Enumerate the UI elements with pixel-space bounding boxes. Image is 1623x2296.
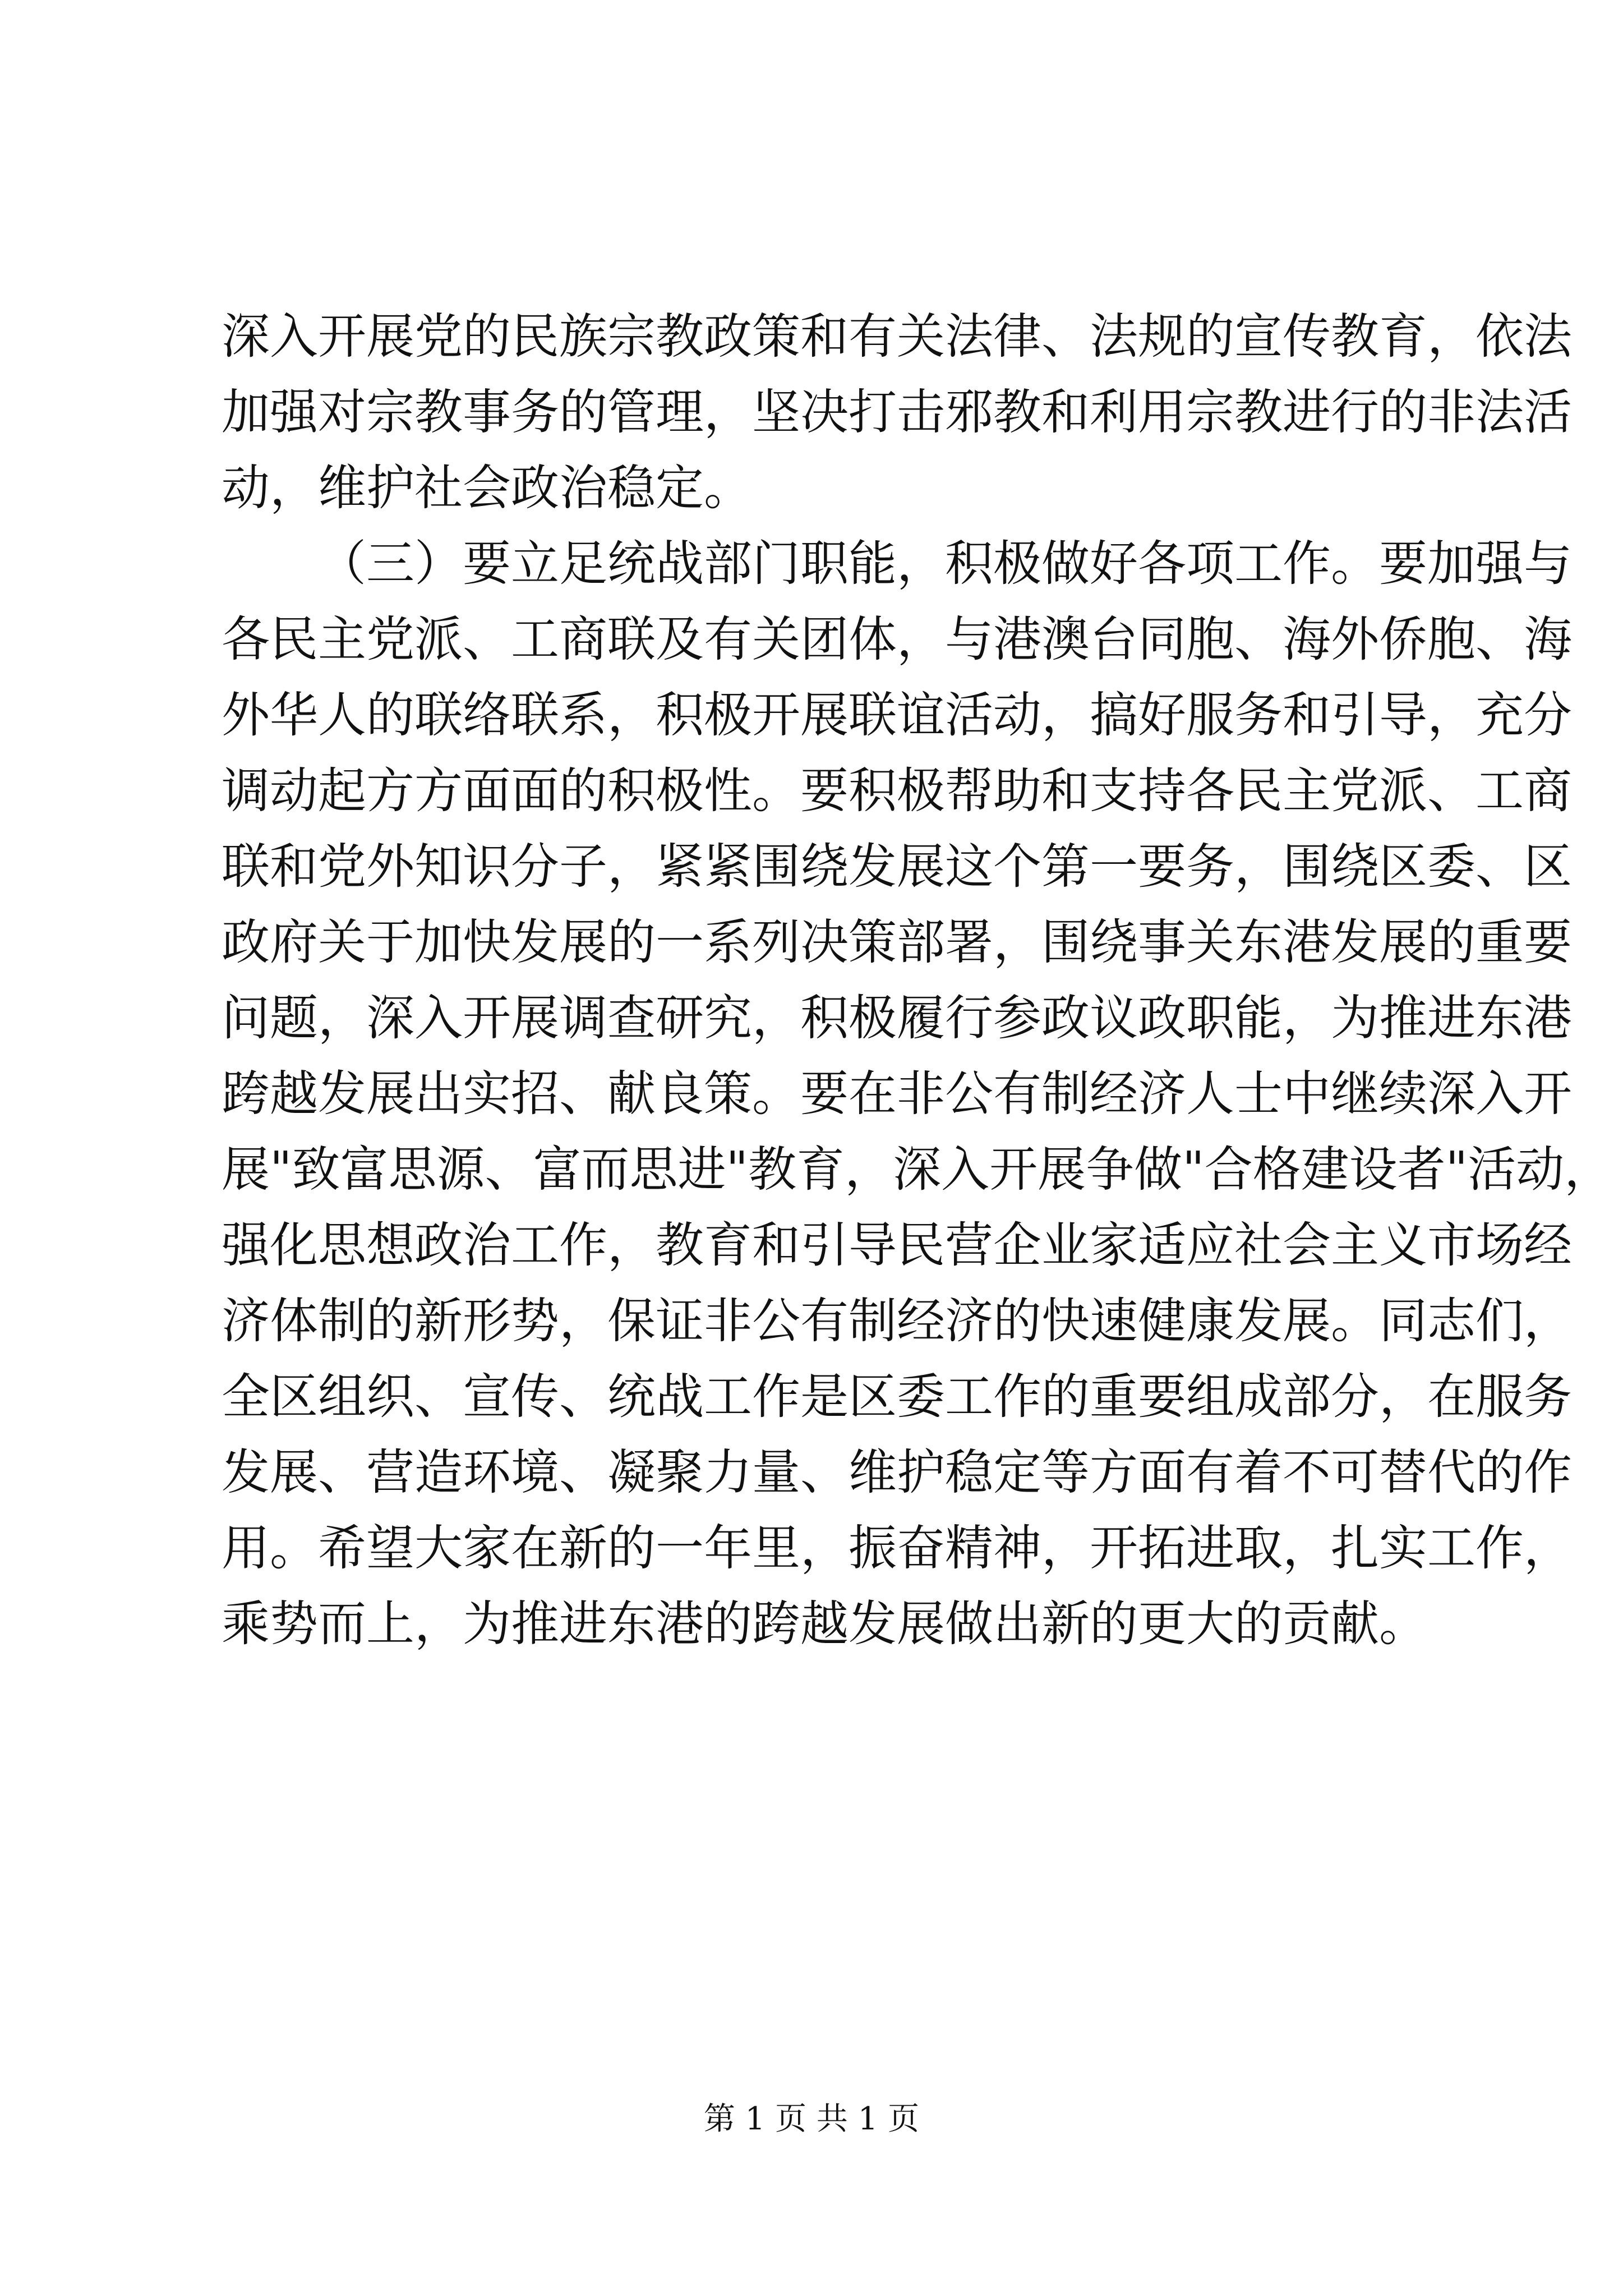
text-line: 济体制的新形势，保证非公有制经济的快速健康发展。同志们， <box>222 1293 1572 1349</box>
text-line: 政府关于加快发展的一系列决策部署，围绕事关东港发展的重要 <box>222 914 1572 970</box>
text-line: 问题，深入开展调查研究，积极履行参政议政职能，为推进东港 <box>222 990 1572 1046</box>
text-line: 各民主党派、工商联及有关团体，与港澳台同胞、海外侨胞、海 <box>222 611 1572 668</box>
text-line: 展"致富思源、富而思进"教育，深入开展争做"合格建设者"活动， <box>222 1142 1613 1198</box>
text-line: 强化思想政治工作，教育和引导民营企业家适应社会主义市场经 <box>222 1217 1572 1273</box>
text-line: 动，维护社会政治稳定。 <box>222 460 752 516</box>
text-line: 调动起方方面面的积极性。要积极帮助和支持各民主党派、工商 <box>222 763 1572 819</box>
page-number-footer: 第 1 页 共 1 页 <box>703 2101 920 2137</box>
text-line: 外华人的联络联系，积极开展联谊活动，搞好服务和引导，充分 <box>222 687 1572 743</box>
text-line: 用。希望大家在新的一年里，振奋精神，开拓进取，扎实工作， <box>222 1520 1572 1576</box>
text-line: 联和党外知识分子，紧紧围绕发展这个第一要务，围绕区委、区 <box>222 839 1572 895</box>
text-line: （三）要立足统战部门职能，积极做好各项工作。要加强与 <box>318 536 1572 592</box>
text-line: 跨越发展出实招、献良策。要在非公有制经济人士中继续深入开 <box>222 1066 1572 1122</box>
text-line: 全区组织、宣传、统战工作是区委工作的重要组成部分，在服务 <box>222 1369 1572 1425</box>
text-line: 乘势而上，为推进东港的跨越发展做出新的更大的贡献。 <box>222 1596 1427 1652</box>
text-line: 加强对宗教事务的管理，坚决打击邪教和利用宗教进行的非法活 <box>222 384 1572 440</box>
text-line: 发展、营造环境、凝聚力量、维护稳定等方面有着不可替代的作 <box>222 1444 1572 1501</box>
text-line: 深入开展党的民族宗教政策和有关法律、法规的宣传教育，依法 <box>222 309 1572 365</box>
